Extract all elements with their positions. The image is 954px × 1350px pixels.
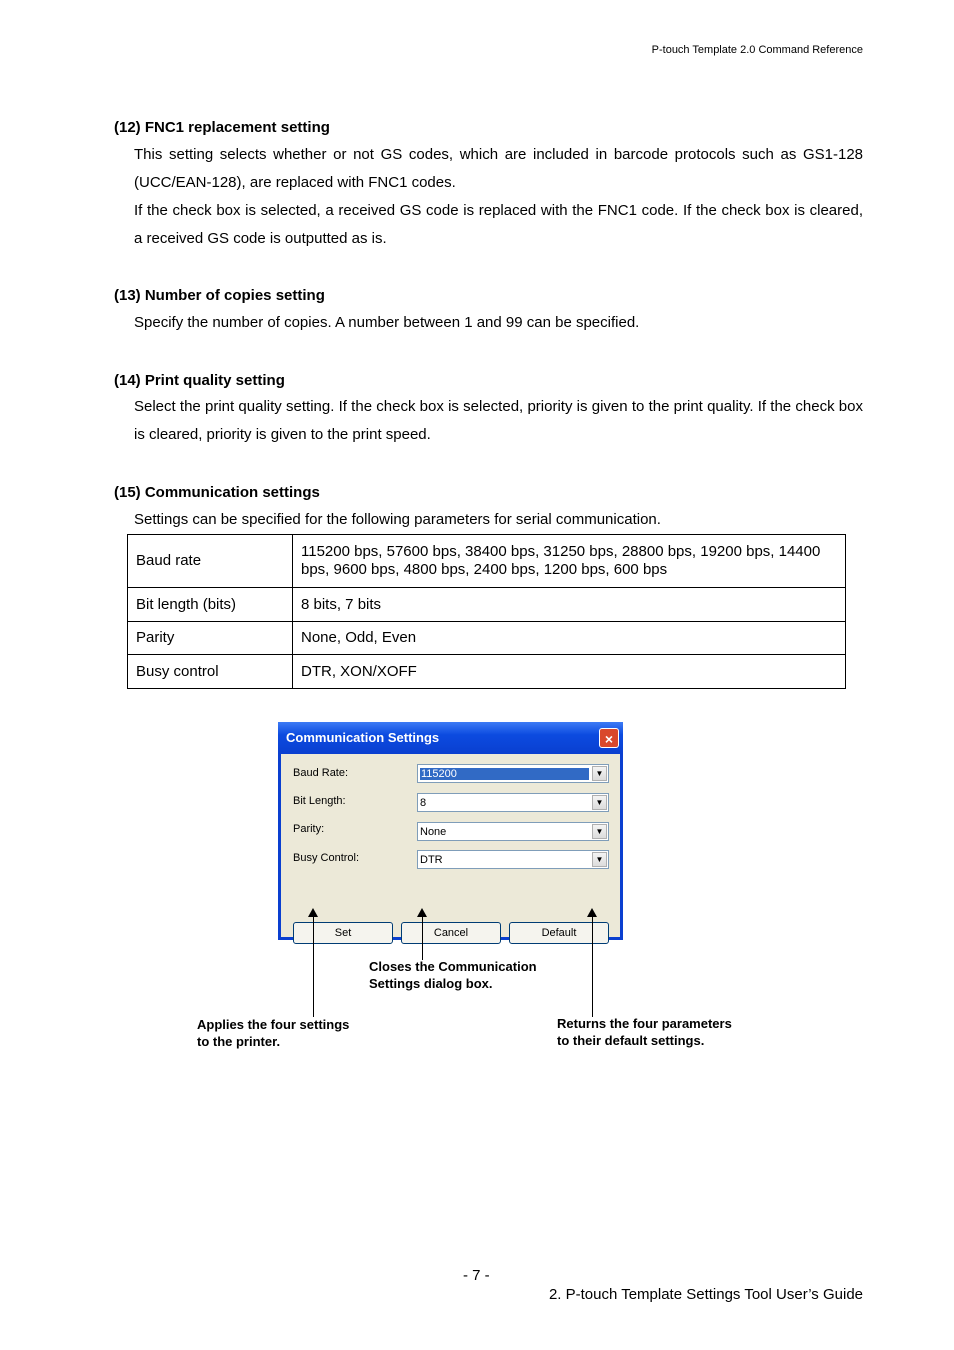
table-cell-value: 115200 bps, 57600 bps, 38400 bps, 31250 bps, 28800 bps, 19200 bps, 14400 bps, 9600 bps, 4800 bps, 2400 bps, 1200 bps, 600 bps: [293, 535, 846, 588]
default-callout: [557, 1015, 732, 1049]
default-arrow-line: [592, 915, 593, 1017]
page-footer: 2. P-touch Template Settings Tool User’s Guide: [548, 1286, 863, 1303]
busy-control-label: Busy Control:: [293, 852, 360, 864]
table-row: [128, 622, 846, 655]
dialog-title: Communication Settings: [286, 730, 440, 745]
set-button[interactable]: Set: [293, 922, 393, 944]
set-callout-line-1: Applies the four settings: [197, 1017, 350, 1032]
cancel-button[interactable]: Cancel: [401, 922, 501, 944]
bit-length-value: 8: [420, 797, 427, 809]
parity-select[interactable]: [417, 822, 609, 841]
table-cell-value: 8 bits, 7 bits: [293, 588, 846, 622]
baud-rate-label: Baud Rate:: [293, 767, 349, 779]
close-button[interactable]: [599, 728, 619, 748]
chevron-down-icon[interactable]: ▼: [592, 852, 607, 867]
table-row: [128, 535, 846, 588]
set-callout-line-2: to the printer.: [197, 1034, 281, 1049]
section-12-paragraph-2: If the check box is selected, a received GS code is replaced with the FNC1 code. If the check box is cleared, a received GS code is outputted as is.: [134, 202, 863, 247]
dialog-client-area: [281, 754, 620, 937]
table-cell-name: Baud rate: [128, 535, 293, 588]
baud-rate-select[interactable]: [417, 764, 609, 783]
busy-control-select[interactable]: [417, 850, 609, 869]
bit-length-label: Bit Length:: [293, 795, 346, 807]
close-icon: ×: [604, 731, 614, 747]
communication-settings-dialog: [278, 722, 623, 940]
dialog-titlebar: [278, 722, 623, 754]
table-cell-value: DTR, XON/XOFF: [293, 655, 846, 689]
bit-length-select[interactable]: [417, 793, 609, 812]
cancel-callout-line-2: Settings dialog box.: [369, 976, 493, 991]
table-cell-name: Busy control: [128, 655, 293, 689]
default-callout-line-1: Returns the four parameters: [557, 1016, 732, 1031]
table-row: [128, 588, 846, 622]
baud-rate-value: 115200: [420, 768, 589, 780]
parity-value: None: [420, 826, 447, 838]
cancel-callout: [369, 958, 537, 992]
section-14-heading: (14) Print quality setting: [114, 372, 285, 389]
section-13-paragraph: Specify the number of copies. A number between 1 and 99 can be specified.: [134, 314, 640, 331]
section-12-heading: (12) FNC1 replacement setting: [114, 119, 330, 136]
set-callout: [197, 1016, 349, 1050]
set-arrow-line: [313, 915, 314, 1017]
default-button[interactable]: Default: [509, 922, 609, 944]
chevron-down-icon[interactable]: ▼: [592, 766, 607, 781]
table-cell-name: Parity: [128, 622, 293, 655]
default-callout-line-2: to their default settings.: [557, 1033, 705, 1048]
section-15-heading: (15) Communication settings: [114, 484, 320, 501]
table-cell-name: Bit length (bits): [128, 588, 293, 622]
page-header: P-touch Template 2.0 Command Reference: [651, 44, 863, 56]
page-number: - 7 -: [463, 1267, 490, 1284]
section-12-paragraph-1: This setting selects whether or not GS codes, which are included in barcode protocols such as GS1-128 (UCC/EAN-128), are replaced with FNC1 codes.: [134, 146, 863, 191]
communication-parameters-table: [127, 534, 846, 689]
table-row: [128, 655, 846, 689]
table-cell-value: None, Odd, Even: [293, 622, 846, 655]
section-13-heading: (13) Number of copies setting: [114, 287, 325, 304]
cancel-arrow-line: [422, 915, 423, 960]
chevron-down-icon[interactable]: ▼: [592, 824, 607, 839]
section-14-paragraph: Select the print quality setting. If the check box is selected, priority is given to the print quality. If the check box is cleared, priority is given to the print speed.: [134, 398, 863, 443]
section-15-paragraph: Settings can be specified for the following parameters for serial communication.: [134, 511, 661, 528]
busy-control-value: DTR: [420, 854, 443, 866]
chevron-down-icon[interactable]: ▼: [592, 795, 607, 810]
parity-label: Parity:: [293, 823, 325, 835]
cancel-callout-line-1: Closes the Communication: [369, 959, 537, 974]
